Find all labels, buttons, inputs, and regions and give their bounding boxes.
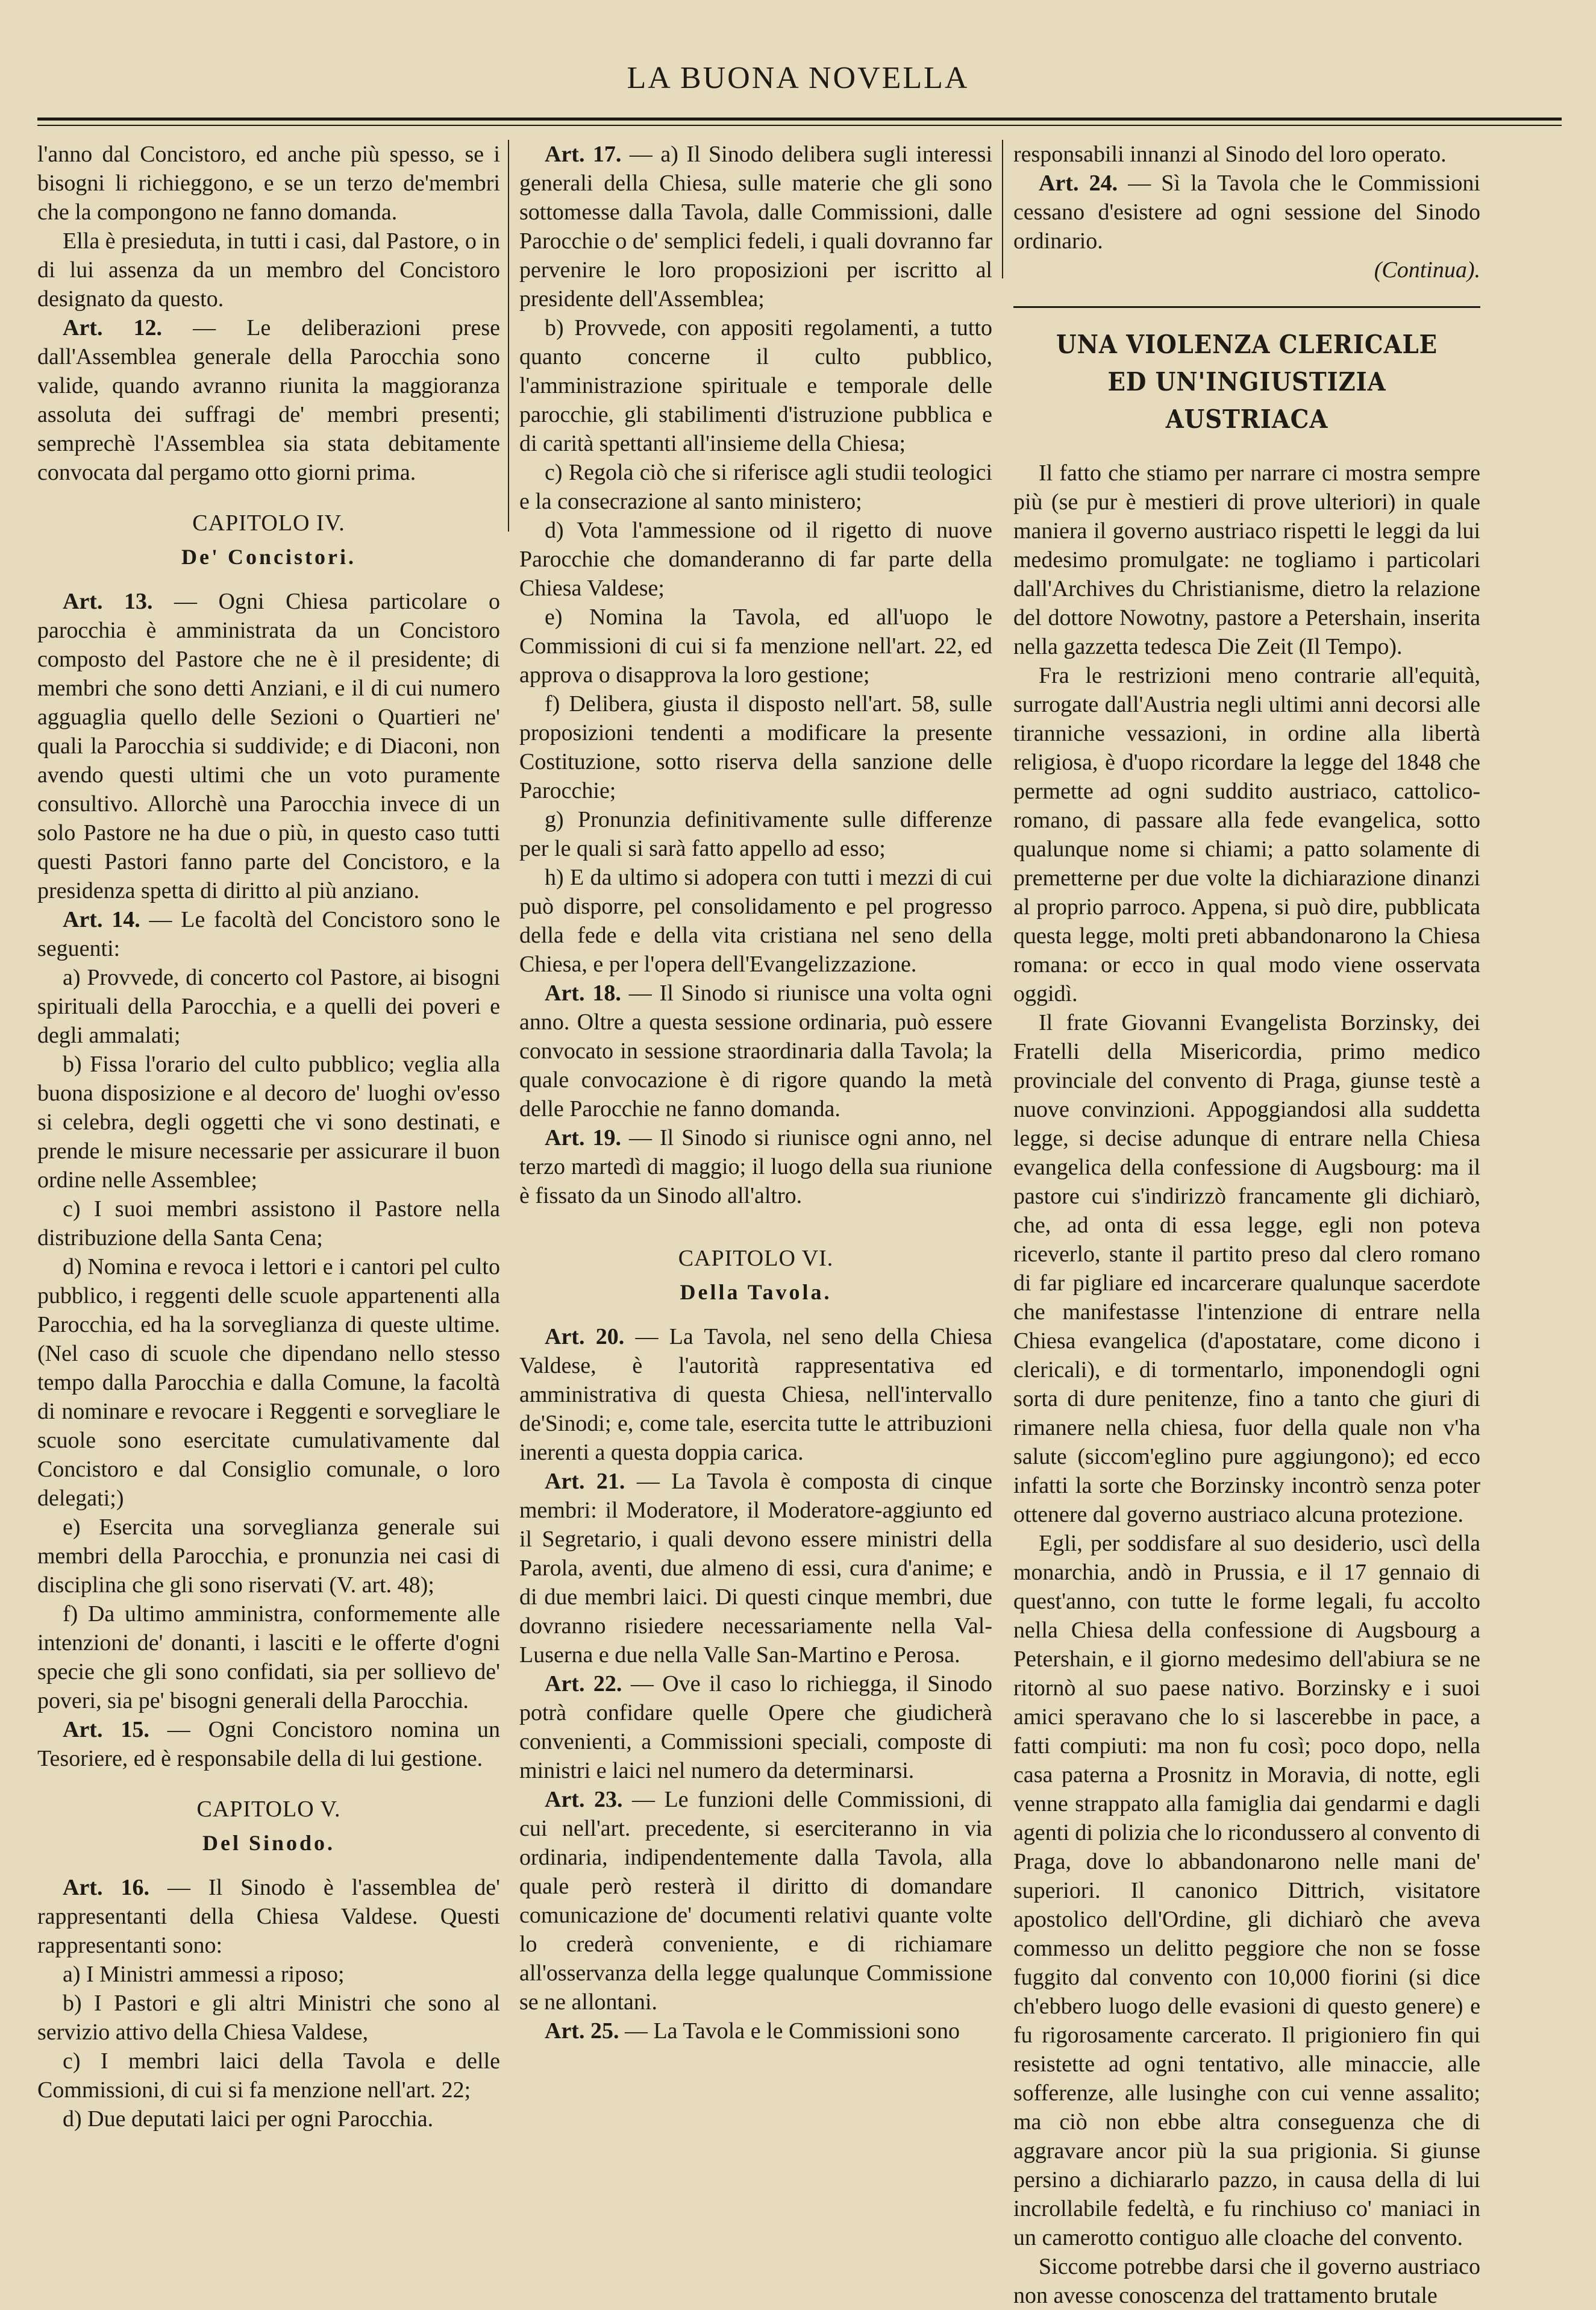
article-number: Art. 24. [1039, 171, 1118, 196]
list-item: e) Esercita una sorveglianza generale sui membri della Parocchia, e pronunzia nei casi di disciplina che gli sono riservati (V. art. 48); [37, 1514, 500, 1598]
article-23 [519, 1785, 992, 2017]
article-number: Art. 14. [63, 907, 140, 932]
chapter-heading: CAPITOLO IV. [192, 510, 345, 536]
paragraph: Egli, per soddisfare al suo desiderio, uscì della monarchia, andò in Prussia, e il 17 gennaio di quest'anno, con tutte le forme legali, fu accolto nella Chiesa della confessione di Augsbourg a Petershain, e il giorno medesimo dell'abiura se ne ritornò al suo paese nativo. Borzinsky e i suoi amici speravano che lo si lascerebbe in pace, a fatti compiuti: ma non fu così; poco dopo, nella casa paterna a Prosnitz in Moravia, di notte, egli venne strappato alla famiglia dai gendarmi e dagli agenti di polizia che lo ricondussero al convento di Praga, dove lo abbandonarono nelle mani de' superiori. Il canonico Dittrich, visitatore apostolico dell'Ordine, gli dichiarò che aveva commesso un delitto peggiore che non se fosse fuggito dal convento con 10,000 fiorini (si dice ch'ebbero luogo delle evasioni di questo genere) e fu rigorosamente carcerato. Il prigioniero fin qui resistette ad ogni tentativo, alle minaccie, alle sofferenze, alle lusinghe con cui venne assalito; ma ciò non ebbe altra conseguenza che di aggravare ancor più la sua prigionia. Si giunse persino a dichiararlo pazzo, in causa della di lui incrollabile fedeltà, e fu rinchiuso co' maniaci in un camerotto contiguo alle cloache del convento. [1013, 1531, 1480, 2250]
list-item: f) Delibera, giusta il disposto nell'art. 58, sulle proposizioni tendenti a modificare la presente Costituzione, sotto riserva della sanzione delle Parocchie; [519, 691, 992, 803]
chapter-heading: CAPITOLO VI. [678, 1246, 834, 1271]
article-text: — Ogni Concistoro nomina un Tesoriere, ed è responsabile della di lui gestione. [37, 1717, 500, 1771]
article-number: Art. 17. [545, 142, 622, 167]
article-22 [519, 1669, 992, 1785]
article-24 [1013, 169, 1480, 256]
article-number: Art. 12. [63, 315, 163, 341]
article-text: — Le deliberazioni prese dall'Assemblea generale della Parocchia sono valide, quando avranno riunita la maggioranza assoluta dei suffragi de' membri presenti; semprechè l'Assemblea sia stata debitamente convocata dal pergamo otto giorni prima. [37, 315, 501, 485]
article-number: Art. 18. [545, 981, 621, 1006]
article-number: Art. 21. [545, 1469, 625, 1494]
headline-line: UNA VIOLENZA CLERICALE [1056, 330, 1438, 359]
article-text: — Il Sinodo si riunisce ogni anno, nel terzo martedì di maggio; il luogo della sua riunione è fissato da un Sinodo all'altro. [519, 1125, 992, 1208]
article-headline [1032, 326, 1462, 438]
paragraph: Ella è presieduta, in tutti i casi, dal Pastore, o in di lui assenza da un membro del Concistoro designato da questo. [37, 228, 500, 312]
masthead-rule-thin [37, 125, 1562, 126]
list-item: a) I Ministri ammessi a riposo; [63, 1962, 345, 1987]
article-text: — Le funzioni delle Commissioni, di cui nell'art. precedente, si eserciteranno in via ordinaria, indipendentemente dalla Tavola, alla quale però resterà il diritto di domandare comunicazione de' documenti relativi quante volte lo crederà conveniente, e di richiamare all'osservanza della legge qualunque Commissione se ne allontani. [519, 1787, 992, 2015]
article-number: Art. 23. [545, 1787, 623, 1812]
continua-note: (Continua). [1374, 257, 1480, 283]
article-text: — La Tavola e le Commissioni sono [624, 2018, 960, 2044]
list-item: d) Due deputati laici per ogni Parocchia. [63, 2106, 434, 2132]
column-2 [519, 140, 992, 2213]
list-item: b) Provvede, con appositi regolamenti, a tutto quanto concerne il culto pubblico, l'amministrazione spirituale e temporale delle parocchie, gli stabilimenti d'istruzione pubblica e di carità spettanti all'insieme della Chiesa; [519, 315, 992, 456]
list-item: b) Fissa l'orario del culto pubblico; veglia alla buona disposizione e al decoro de' luoghi ov'esso si celebra, degli oggetti che vi sono destinati, e prende le misure necessarie per assicurare il buon ordine nelle Assemblee; [37, 1052, 500, 1193]
list-item: d) Nomina e revoca i lettori e i cantori pel culto pubblico, i reggenti delle scuole appartenenti alla Parocchia, ed ha la sorveglianza di queste ultime. (Nel caso di scuole che dipendano nello stesso tempo dalla Parocchia e dalla Comune, la facoltà di nominare e revocare i Reggenti e sorvegliare le scuole sono esercitate cumulativamente dal Concistoro e dal Consiglio comunale, o loro delegati;) [37, 1254, 500, 1511]
list-item: e) Nomina la Tavola, ed all'uopo le Commissioni di cui si fa menzione nell'art. 22, ed approva o disapprova la loro gestione; [519, 604, 992, 688]
paragraph: Fra le restrizioni meno contrarie all'equità, surrogate dall'Austria negli ultimi anni decorsi alle tiranniche vessazioni, in ordine alla libertà religiosa, è d'uopo ricordare la legge del 1848 che permette ad ogni suddito austriaco, cattolico-romano, di passare alla fede evangelica, sotto qualunque nome si chiami; a patto solamente di premetterne per due volte la dichiarazione dinanzi al proprio parroco. Appena, si può dire, pubblicata questa legge, molti preti abbandonarono la Chiesa romana: or ecco in qual modo viene osservata oggidì. [1013, 663, 1480, 1006]
article-number: Art. 15. [63, 1717, 149, 1742]
list-item: b) I Pastori e gli altri Ministri che sono al servizio attivo della Chiesa Valdese, [37, 1991, 500, 2045]
chapter-heading: CAPITOLO V. [196, 1797, 341, 1822]
article-13 [37, 587, 500, 905]
article-16 [37, 1873, 500, 1960]
column-3 [1013, 140, 1480, 2308]
article-20 [519, 1322, 992, 1467]
paragraph: Siccome potrebbe darsi che il governo austriaco non avesse conoscenza del trattamento brutale [1013, 2254, 1480, 2308]
column-1 [37, 140, 500, 2213]
article-17 [519, 140, 992, 313]
section-rule [1013, 306, 1480, 308]
article-19 [519, 1123, 992, 1210]
article-text: — Ogni Chiesa particolare o parocchia è amministrata da un Concistoro composto del Pastore che ne è il presidente; di membri che sono detti Anziani, e il di cui numero agguaglia quello delle Sezioni o Quartieri ne' quali la Parocchia si suddivide; e di Diaconi, non avendo questi ultimi che un voto puramente consultivo. Allorchè una Parocchia invece di un solo Pastore ne ha due o più, in questo caso tutti questi Pastori fanno parte del Concistoro, e la presidenza spetta di diritto al più anziano. [37, 589, 501, 903]
chapter-subheading: De' Concistori. [181, 545, 356, 569]
article-21 [519, 1467, 992, 1669]
list-item: c) I membri laici della Tavola e delle Commissioni, di cui si fa menzione nell'art. 22; [37, 2048, 500, 2103]
article-number: Art. 19. [545, 1125, 621, 1150]
headline-line: ED UN'INGIUSTIZIA AUSTRIACA [1107, 367, 1386, 434]
article-25 [519, 2017, 992, 2045]
masthead: LA BUONA NOVELLA [627, 61, 969, 95]
article-number: Art. 13. [63, 589, 153, 614]
article-text: — Ove il caso lo richiegga, il Sinodo potrà confidare quelle Opere che giudicherà convenienti, a Commissioni speciali, composte di ministri e laici nel numero da determinarsi. [519, 1671, 992, 1783]
list-item: g) Pronunzia definitivamente sulle differenze per le quali si sarà fatto appello ad esso; [519, 807, 992, 861]
column-divider [1002, 140, 1003, 278]
paragraph: responsabili innanzi al Sinodo del loro operato. [1013, 142, 1447, 167]
article-14 [37, 905, 500, 963]
article-number: Art. 20. [545, 1324, 625, 1349]
article-text: — La Tavola, nel seno della Chiesa Valdese, è l'autorità rappresentativa ed amministrativa di questa Chiesa, nell'intervallo de'Sinodi; e, come tale, esercita tutte le attribuzioni inerenti a questa doppia carica. [519, 1324, 993, 1465]
column-divider [508, 140, 509, 532]
paragraph: l'anno dal Concistoro, ed anche più spesso, se i bisogni li richieggono, e se un terzo de'membri che la compongono ne fanno domanda. [37, 142, 500, 225]
article-text: — a) Il Sinodo delibera sugli interessi generali della Chiesa, sulle materie che gli sono sottomesse dalla Tavola, dalle Commissioni, dalle Parocchie o de' semplici fedeli, i quali dovranno far pervenire le loro proposizioni per iscritto al presidente dell'Assemblea; [519, 142, 993, 312]
article-text: — La Tavola è composta di cinque membri: il Moderatore, il Moderatore-aggiunto ed il Segretario, i quali devono essere ministri della Parola, aventi, due almeno di essi, cura d'anime; e di due membri laici. Di questi cinque membri, due dovranno risiedere necessariamente nella Val-Luserna e due nella Valle San-Martino e Perosa. [519, 1469, 993, 1668]
list-item: h) E da ultimo si adopera con tutti i mezzi di cui può disporre, pel consolidamento e pel progresso della fede e della vita cristiana nel seno della Chiesa, e per l'opera dell'Evangelizzazione. [519, 865, 992, 977]
article-15 [37, 1715, 500, 1773]
article-number: Art. 25. [545, 2018, 619, 2044]
chapter-subheading: Del Sinodo. [202, 1831, 336, 1855]
masthead-rule [37, 118, 1562, 121]
list-item: c) Regola ciò che si riferisce agli studii teologici e la consecrazione al santo ministero; [519, 460, 992, 514]
list-item: f) Da ultimo amministra, conformemente alle intenzioni de' donanti, i lasciti e le offerte d'ogni specie che gli sono confidati, sia per sollievo de' poveri, sia pe' bisogni generali della Parocchia. [37, 1601, 500, 1713]
article-text: — Il Sinodo si riunisce una volta ogni anno. Oltre a questa sessione ordinaria, può essere convocato in sessione straordinaria dalla Tavola; la quale convocazione è di rigore quando la metà delle Parocchie ne fanno domanda. [519, 981, 993, 1122]
article-text: — Sì la Tavola che le Commissioni cessano d'esistere ad ogni sessione del Sinodo ordinario. [1013, 171, 1480, 254]
list-item: d) Vota l'ammessione od il rigetto di nuove Parocchie che domanderanno di far parte della Chiesa Valdese; [519, 518, 992, 601]
paragraph: Il frate Giovanni Evangelista Borzinsky, dei Fratelli della Misericordia, primo medico provinciale del convento di Praga, giunse testè a nuove convinzioni. Appoggiandosi alla suddetta legge, si decise adunque di entrare nella Chiesa evangelica della confessione di Augsbourg: ma il pastore cui s'indirizzò francamente gli dichiarò, che, ad onta di essa legge, egli non poteva riceverlo, stante il partito preso dal clero romano di far pigliare ed incarcerare qualunque sacerdote che manifestasse l'intenzione di entrare nella Chiesa evangelica (d'apostatare, come dicono i clericali), e di tormentarlo, imponendogli ogni sorta di dure penitenze, fino a tanto che giuri di rimanere nella chiesa, fuor della quale non v'ha salute (siccom'eglino pure aggiungono); ed ecco infatti la sorte che Borzinsky incontrò senza poter ottenere dal governo austriaco alcuna protezione. [1013, 1010, 1480, 1527]
article-18 [519, 979, 992, 1123]
article-text: — Le facoltà del Concistoro sono le seguenti: [37, 907, 500, 961]
article-text: — Il Sinodo è l'assemblea de' rappresentanti della Chiesa Valdese. Questi rappresentanti sono: [37, 1875, 501, 1958]
article-12 [37, 313, 500, 487]
article-number: Art. 22. [545, 1671, 622, 1696]
list-item: a) Provvede, di concerto col Pastore, ai bisogni spirituali della Parocchia, e a quelli dei poveri e degli ammalati; [37, 965, 500, 1048]
article-number: Art. 16. [63, 1875, 149, 1900]
list-item: c) I suoi membri assistono il Pastore nella distribuzione della Santa Cena; [37, 1196, 500, 1251]
chapter-subheading: Della Tavola. [680, 1280, 832, 1304]
paragraph: Il fatto che stiamo per narrare ci mostra sempre più (se pur è mestieri di prove ulteriori) in quale maniera il governo austriaco rispetti le leggi da lui medesimo promulgate: ne togliamo i particolari dall'Archives du Christianisme, dietro la relazione del dottore Nowotny, pastore a Petershain, inserita nella gazzetta tedesca Die Zeit (Il Tempo). [1013, 460, 1480, 659]
